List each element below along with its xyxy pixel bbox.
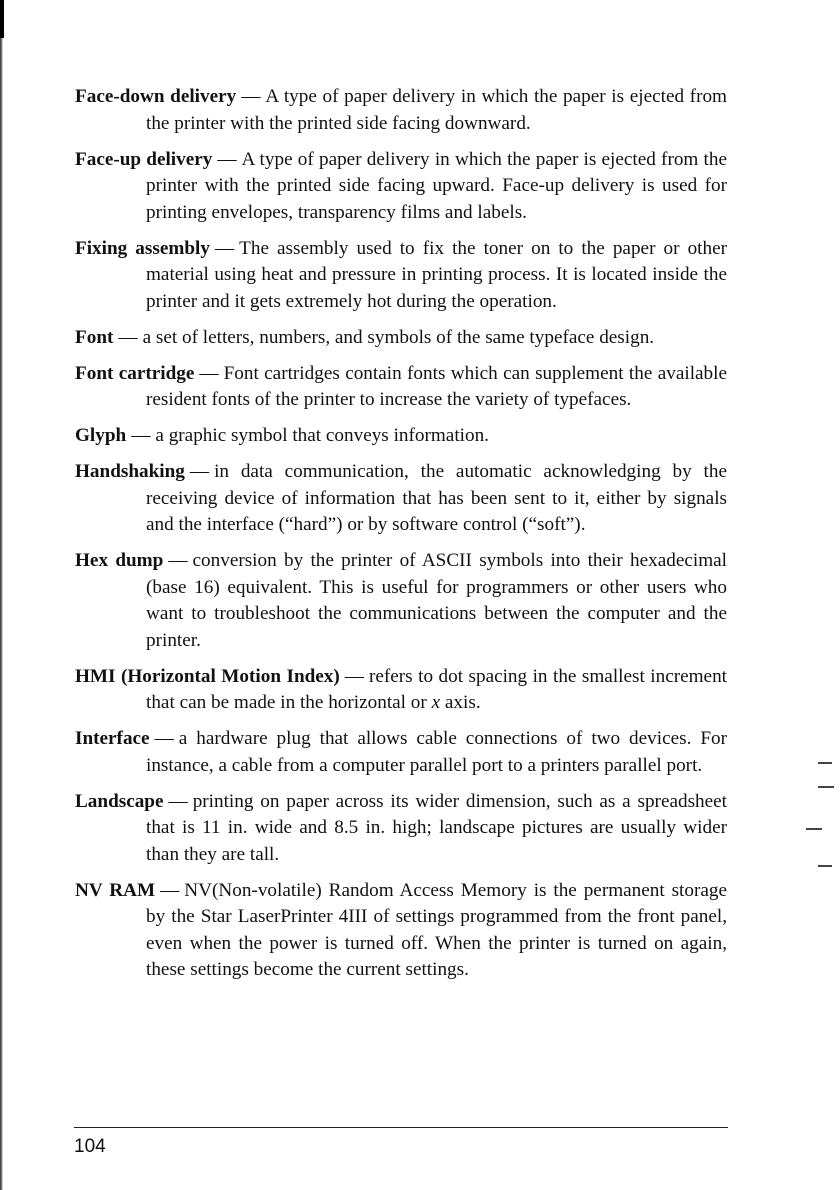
glossary-term: Landscape [75, 790, 164, 812]
glossary-term: HMI (Horizontal Motion Index) [75, 665, 340, 687]
em-dash: — [217, 148, 237, 170]
page-number: 104 [74, 1136, 106, 1157]
glossary-definition: in data communication, the automatic acknowledging by the receiving device of information that has been sent to it, either by signals and the interface (“hard”) or by software control (“soft”). [146, 461, 727, 535]
em-dash: — [118, 326, 138, 348]
scan-margin-mark [818, 762, 832, 764]
glossary-term: Handshaking [75, 461, 185, 482]
page-scan-edge [0, 0, 3, 1190]
glossary-definition: Font cartridges contain fonts which can supplement the available resident fonts of the printer to increase the variety of typefaces. [146, 362, 727, 410]
glossary-entry-glyph [75, 423, 727, 450]
glossary-definition-end: axis. [440, 692, 481, 713]
glossary-entry-hex-dump [75, 548, 727, 654]
glossary-term: Interface [75, 728, 150, 749]
glossary-entry-face-down-delivery [75, 84, 727, 137]
em-dash: — [154, 728, 174, 749]
glossary-definition: a graphic symbol that conveys information. [155, 425, 489, 446]
glossary-entry-interface [75, 726, 727, 779]
axis-variable: x [431, 692, 441, 713]
scan-margin-mark [806, 828, 822, 830]
em-dash: — [168, 550, 188, 571]
glossary-term: Glyph [75, 425, 127, 446]
glossary-definition: printing on paper across its wider dimension, such as a spreadsheet that is 11 in. wide and 8.5 in. high; landscape pictures are usually wider than they are tall. [146, 790, 727, 865]
glossary-definition: A type of paper delivery in which the paper is ejected from the printer with the printed side facing downward. [146, 86, 727, 134]
glossary-term: Fixing assembly [75, 237, 210, 259]
glossary-term: Face-down delivery [75, 86, 237, 107]
em-dash: — [131, 425, 151, 446]
glossary-term: NV RAM [75, 879, 156, 901]
page-scan-edge-mark [0, 0, 4, 38]
glossary-definition: a hardware plug that allows cable connections of two devices. For instance, a cable from a computer parallel port to a printers parallel port. [146, 728, 727, 776]
glossary-entry-landscape [75, 789, 727, 869]
glossary-term: Font cartridge [75, 362, 195, 384]
em-dash: — [160, 879, 180, 901]
glossary-definition: a set of letters, numbers, and symbols of the same typeface design. [142, 326, 655, 348]
em-dash: — [241, 86, 261, 107]
glossary-entry-handshaking [75, 459, 727, 539]
glossary-entry-face-up-delivery [75, 147, 727, 227]
footer-rule [74, 1127, 728, 1128]
em-dash: — [189, 461, 210, 482]
glossary-term: Face-up delivery [75, 148, 213, 170]
glossary-entry-hmi [75, 664, 727, 717]
em-dash: — [214, 237, 235, 259]
glossary-entry-font [75, 325, 727, 352]
glossary-definition: refers to dot spacing in the smallest increment that can be made in the horizontal or [146, 665, 727, 713]
glossary-list [75, 84, 727, 993]
glossary-entry-font-cartridge [75, 361, 727, 414]
glossary-entry-fixing-assembly [75, 236, 727, 316]
scan-margin-mark [818, 865, 832, 867]
glossary-term: Font [75, 326, 114, 348]
glossary-definition: The assembly used to fix the toner on to the paper or other material using heat and pressure in printing process. It is located inside the printer and it gets extremely hot during the operation. [146, 237, 727, 312]
glossary-definition: NV(Non-volatile) Random Access Memory is the permanent storage by the Star LaserPrinter 4III of settings programmed from the front panel, even when the power is turned off. When the printer is turned on again, these settings become the current settings. [146, 879, 727, 980]
em-dash: — [168, 790, 188, 812]
scan-margin-mark [818, 786, 834, 788]
glossary-definition: conversion by the printer of ASCII symbols into their hexadecimal (base 16) equivalent. This is useful for programmers or other users who want to troubleshoot the communications between the computer and the printer. [146, 550, 727, 651]
glossary-entry-nv-ram [75, 878, 727, 984]
em-dash: — [344, 665, 364, 687]
glossary-term: Hex dump [75, 550, 164, 571]
glossary-definition: A type of paper delivery in which the paper is ejected from the printer with the printed side facing upward. Face-up delivery is used for printing envelopes, transparency films and labels. [146, 148, 727, 223]
em-dash: — [199, 362, 219, 384]
